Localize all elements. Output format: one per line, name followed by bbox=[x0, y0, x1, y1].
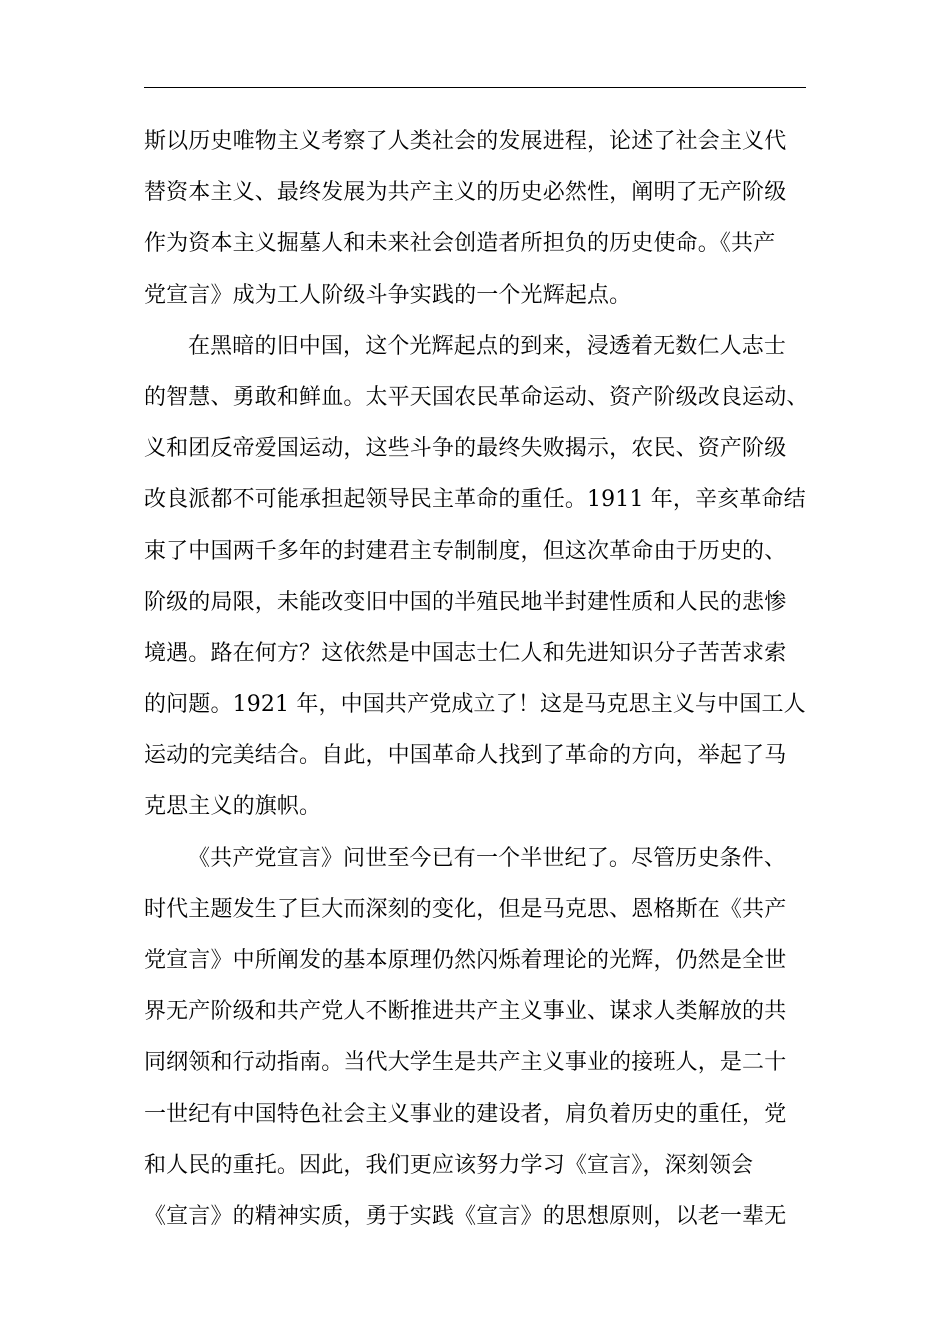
text-line: 义和团反帝爱国运动，这些斗争的最终失败揭示，农民、资产阶级 bbox=[144, 436, 787, 462]
text-line: 时代主题发生了巨大而深刻的变化，但是马克思、恩格斯在《共产 bbox=[144, 896, 787, 922]
body-text bbox=[144, 116, 809, 1242]
text-line: 界无产阶级和共产党人不断推进共产主义事业、谋求人类解放的共 bbox=[144, 999, 787, 1025]
text-line: 党宣言》成为工人阶级斗争实践的一个光辉起点。 bbox=[144, 282, 632, 308]
text-line: 运动的完美结合。自此，中国革命人找到了革命的方向，举起了马 bbox=[144, 743, 787, 769]
text-line: 同纲领和行动指南。当代大学生是共产主义事业的接班人，是二十 bbox=[144, 1050, 787, 1076]
paragraph-first-line: 在黑暗的旧中国，这个光辉起点的到来，浸透着无数仁人志士 bbox=[188, 333, 787, 359]
text-line: 境遇。路在何方？这依然是中国志士仁人和先进知识分子苦苦求索 bbox=[144, 640, 787, 666]
text-line: 束了中国两千多年的封建君主专制制度，但这次革命由于历史的、 bbox=[144, 538, 787, 564]
text-line: 《宣言》的精神实质，勇于实践《宣言》的思想原则，以老一辈无 bbox=[144, 1203, 787, 1229]
text-line: 和人民的重托。因此，我们更应该努力学习《宣言》，深刻领会 bbox=[144, 1152, 754, 1178]
paragraph-first-line: 《共产党宣言》问世至今已有一个半世纪了。尽管历史条件、 bbox=[188, 845, 787, 871]
text-line: 党宣言》中所阐发的基本原理仍然闪烁着理论的光辉，仍然是全世 bbox=[144, 948, 787, 973]
header-rule bbox=[144, 87, 806, 88]
text-line: 的智慧、勇敢和鲜血。太平天国农民革命运动、资产阶级改良运动、 bbox=[144, 384, 809, 410]
text-line: 斯以历史唯物主义考察了人类社会的发展进程，论述了社会主义代 bbox=[144, 129, 787, 154]
text-line: 替资本主义、最终发展为共产主义的历史必然性，阐明了无产阶级 bbox=[144, 180, 787, 206]
text-line: 的问题。1921 年，中国共产党成立了！这是马克思主义与中国工人 bbox=[144, 692, 806, 718]
text-line: 一世纪有中国特色社会主义事业的建设者，肩负着历史的重任，党 bbox=[144, 1101, 787, 1127]
text-line: 改良派都不可能承担起领导民主革命的重任。1911 年，辛亥革命结 bbox=[144, 487, 806, 513]
text-line: 克思主义的旗帜。 bbox=[144, 794, 322, 820]
text-line: 作为资本主义掘墓人和未来社会创造者所担负的历史使命。《共产 bbox=[144, 231, 776, 257]
text-line: 阶级的局限，未能改变旧中国的半殖民地半封建性质和人民的悲惨 bbox=[144, 589, 787, 615]
